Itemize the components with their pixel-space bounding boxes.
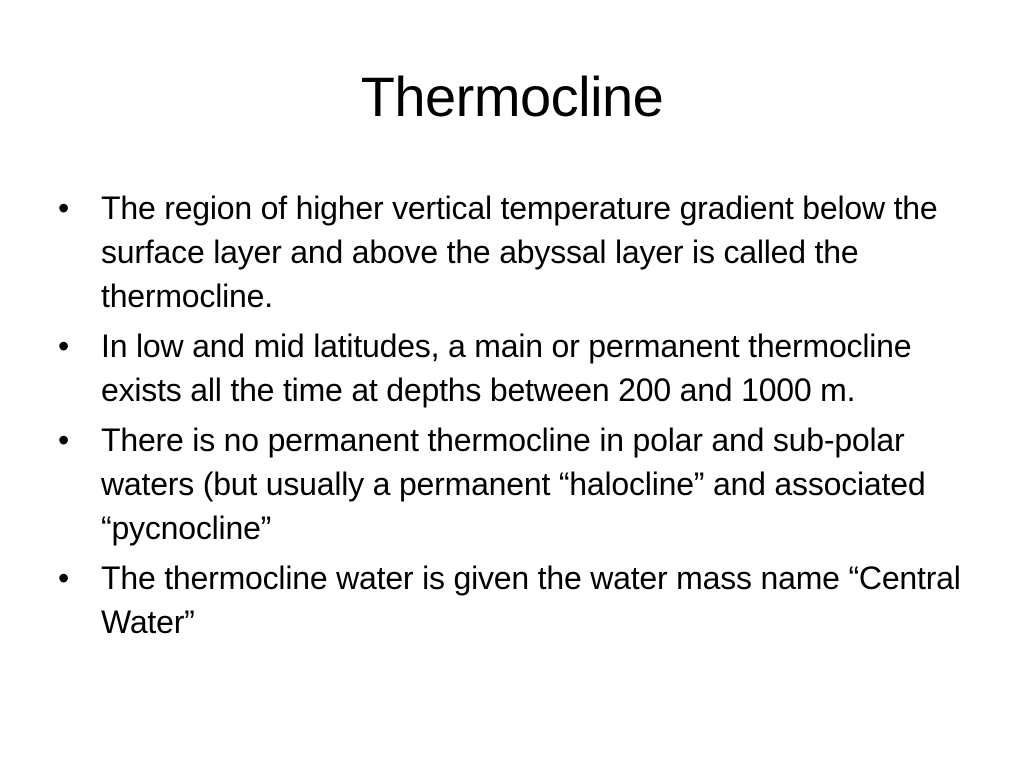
bullet-item xyxy=(58,186,978,318)
bullet-dot-icon: • xyxy=(58,560,70,596)
bullet-list xyxy=(58,186,978,650)
bullet-text: The thermocline water is given the water mass name “Central Water” xyxy=(101,560,961,640)
bullet-item xyxy=(58,324,978,412)
bullet-dot-icon: • xyxy=(58,190,70,226)
bullet-dot-icon: • xyxy=(58,422,70,458)
bullet-item xyxy=(58,556,978,644)
bullet-dot-icon: • xyxy=(58,328,70,364)
bullet-item xyxy=(58,418,978,550)
bullet-text: The region of higher vertical temperature gradient below the surface layer and above the abyssal layer is called the thermocline. xyxy=(101,190,938,314)
bullet-text: There is no permanent thermocline in polar and sub-polar waters (but usually a permanent “halocline” and associated “pycnocline” xyxy=(101,422,926,546)
bullet-text: In low and mid latitudes, a main or permanent thermocline exists all the time at depths between 200 and 1000 m. xyxy=(101,328,912,408)
slide-title: Thermocline xyxy=(360,65,664,128)
